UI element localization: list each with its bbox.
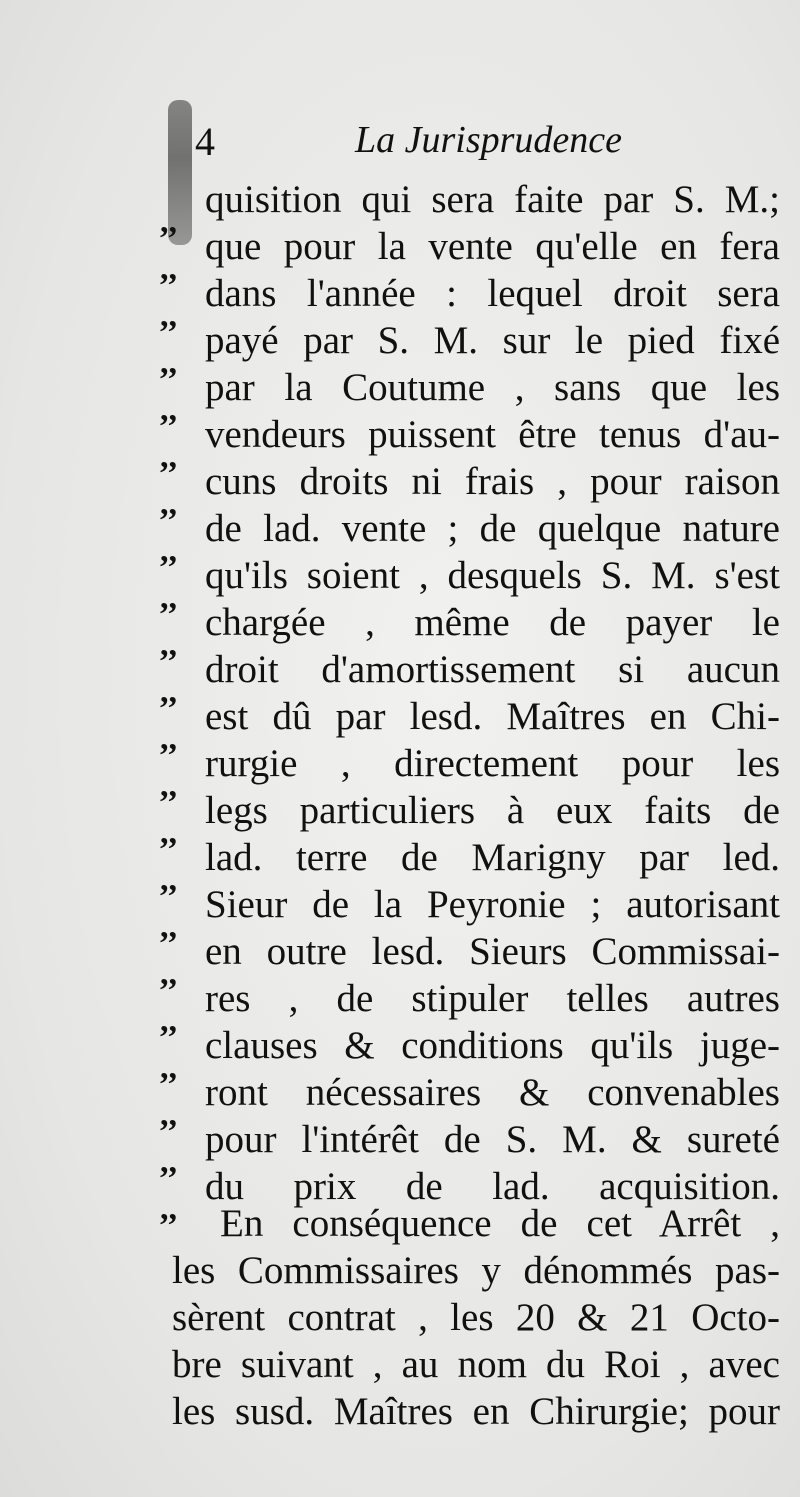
paragraph-line: bre suivant , au nom du Roi , avec [172, 1343, 780, 1386]
quote-mark: ,, [160, 720, 177, 757]
quote-mark: ,, [160, 1190, 177, 1227]
text-line: rurgie , directement pour les [205, 742, 780, 785]
text-line: en outre lesd. Sieurs Commissai- [205, 930, 780, 973]
text-line: de lad. vente ; de quelque nature [205, 507, 780, 550]
quote-mark: ,, [160, 297, 177, 334]
page-header [165, 118, 685, 174]
paragraph-line: les susd. Maîtres en Chirurgie; pour [172, 1390, 780, 1433]
quote-mark: ,, [160, 861, 177, 898]
text-line: payé par S. M. sur le pied fixé [205, 319, 780, 362]
text-line: du prix de lad. acquisition. [205, 1165, 780, 1208]
text-line: quisition qui sera faite par S. M.; [205, 178, 780, 221]
quote-mark: ,, [160, 532, 177, 569]
quote-mark: ,, [160, 579, 177, 616]
paragraph-line: les Commissaires y dénommés pas- [172, 1249, 780, 1292]
text-line: que pour la vente qu'elle en fera [205, 225, 780, 268]
quotation-marks-column [160, 198, 200, 1232]
text-line: droit d'amortissement si aucun [205, 648, 780, 691]
text-line: res , de stipuler telles autres [205, 977, 780, 1020]
quote-mark: ,, [160, 908, 177, 945]
paragraph-line: En conséquence de cet Arrêt , [220, 1202, 780, 1245]
text-line: vendeurs puissent être tenus d'au- [205, 413, 780, 456]
quote-mark: ,, [160, 250, 177, 287]
quote-mark: ,, [160, 955, 177, 992]
text-line: ront nécessaires & convenables [205, 1071, 780, 1114]
quote-mark: ,, [160, 1002, 177, 1039]
text-line: pour l'intérêt de S. M. & sureté [205, 1118, 780, 1161]
quote-mark: ,, [160, 626, 177, 663]
text-line: lad. terre de Marigny par led. [205, 836, 780, 879]
paragraph-line: sèrent contrat , les 20 & 21 Octo- [172, 1296, 780, 1339]
text-line: cuns droits ni frais , pour raison [205, 460, 780, 503]
quote-mark: ,, [160, 1049, 177, 1086]
quote-mark: ,, [160, 767, 177, 804]
text-line: Sieur de la Peyronie ; autorisant [205, 883, 780, 926]
quote-mark: ,, [160, 1143, 177, 1180]
text-line: legs particuliers à eux faits de [205, 789, 780, 832]
text-line: dans l'année : lequel droit sera [205, 272, 780, 315]
running-title: La Jurisprudence [355, 119, 623, 161]
quote-mark: ,, [160, 1096, 177, 1133]
quote-mark: ,, [160, 673, 177, 710]
quote-mark: ,, [160, 391, 177, 428]
text-line: par la Coutume , sans que les [205, 366, 780, 409]
page-number: 4 [195, 119, 215, 164]
quote-mark: ,, [160, 344, 177, 381]
text-line: qu'ils soient , desquels S. M. s'est [205, 554, 780, 597]
quote-mark: ,, [160, 203, 177, 240]
quoted-text-block [205, 176, 780, 1210]
body-paragraph [172, 1200, 780, 1435]
text-line: clauses & conditions qu'ils juge- [205, 1024, 780, 1067]
text-line: est dû par lesd. Maîtres en Chi- [205, 695, 780, 738]
text-line: chargée , même de payer le [205, 601, 780, 644]
quote-mark: ,, [160, 438, 177, 475]
quote-mark: ,, [160, 485, 177, 522]
quote-mark: ,, [160, 814, 177, 851]
